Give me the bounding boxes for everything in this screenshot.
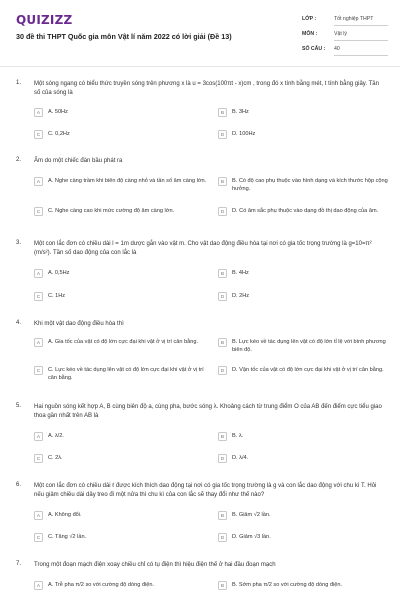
option-letter-box: B	[218, 338, 227, 347]
option-text: A. 50Hz	[48, 109, 68, 115]
option-letter-box: A	[34, 338, 43, 347]
option-text: D. Giảm √3 lần.	[232, 534, 271, 540]
option-text: A. Gia tốc của vật có độ lớn cực đại khi vật ở vị trí cân bằng.	[48, 339, 199, 345]
option-text: B. Lực kéo về tác dụng lên vật có độ lớn tỉ lệ với bình phương biên độ.	[232, 339, 386, 353]
option-letter-box: B	[218, 269, 227, 278]
option-letter-box: D	[218, 366, 227, 375]
option-letter-box: D	[218, 533, 227, 542]
option-text: C. 0,2Hz	[48, 131, 70, 137]
question-text: Trong một đoạn mạch điện xoay chiều chỉ có tụ điện thì hiệu điện thế ở hai đầu đoạn mạch	[34, 562, 276, 568]
option-letter-box: B	[218, 108, 227, 117]
option-letter-box: B	[218, 511, 227, 520]
option-text: D. 100Hz	[232, 131, 256, 137]
option-letter-box: D	[218, 130, 227, 139]
question-text: Hai nguồn sóng kết hợp A, B cùng biên độ a, cùng pha, bước sóng λ. Khoảng cách từ trung điểm O của AB đến điểm cực tiểu giao thoa gần nhất trên AB là	[34, 404, 382, 419]
option-letter-box: C	[34, 130, 43, 139]
option-letter-box: B	[218, 177, 227, 186]
option-text: A. Nghe càng trầm khi biên độ càng nhỏ và tần số âm càng lớn.	[48, 178, 207, 184]
option-text: D. Vận tốc của vật có độ lớn cực đại khi vật ở vị trí cân bằng.	[232, 367, 384, 373]
option-letter-box: A	[34, 581, 43, 590]
question-number: 5.	[16, 403, 22, 409]
option-letter-box: C	[34, 454, 43, 463]
question-number: 4.	[16, 320, 22, 326]
option-letter-box: A	[34, 432, 43, 441]
option-text: A. 0,5Hz	[48, 270, 70, 276]
meta-label-socau: SỐ CÂU :	[302, 46, 326, 52]
option-letter-box: C	[34, 366, 43, 375]
question-number: 1.	[16, 80, 22, 86]
option-text: D. Có âm sắc phụ thuộc vào dạng đồ thị dao động của âm.	[232, 208, 379, 214]
option-text: C. 2λ.	[48, 455, 63, 461]
meta-label-lop: LỚP :	[302, 16, 317, 22]
meta-value-socau: 40	[334, 45, 388, 56]
option-text: C. Nghe càng cao khi mức cường độ âm càng lớn.	[48, 208, 175, 214]
option-letter-box: D	[218, 454, 227, 463]
question-number: 7.	[16, 561, 22, 567]
option-text: B. Sớm pha π/2 so với cường độ dòng điện.	[232, 582, 343, 588]
option-letter-box: C	[34, 207, 43, 216]
option-letter-box: A	[34, 269, 43, 278]
option-letter-box: D	[218, 292, 227, 301]
option-text: C. 1Hz	[48, 293, 66, 299]
option-letter-box: C	[34, 292, 43, 301]
option-text: A. Trễ pha π/2 so với cường độ dòng điện.	[48, 582, 155, 588]
option-letter-box: A	[34, 177, 43, 186]
option-letter-box: D	[218, 207, 227, 216]
meta-value-lop: Tốt nghiệp THPT	[334, 15, 388, 26]
option-text: A. λ/2.	[48, 433, 64, 439]
header-divider	[0, 66, 400, 67]
option-text: B. 4Hz	[232, 270, 249, 276]
option-text: D. 2Hz	[232, 293, 250, 299]
meta-info	[300, 14, 390, 59]
option-letter-box: C	[34, 533, 43, 542]
question-text: Một con lắc đơn có chiều dài l = 1m dược gắn vào vật m. Cho vật dao động điều hòa tại nơi có gia tốc trọng trường là g=10=π² (m/s²). Tần số dao động của con lắc là	[34, 241, 372, 256]
option-text: C. Lực kéo về tác dụng lên vật có độ lớn cực đại khi vật ở vị trí cân bằng.	[48, 367, 204, 381]
page-title: 30 đề thi THPT Quốc gia môn Vật lí năm 2022 có lời giải (Đề 13)	[16, 32, 232, 41]
option-text: C. Tăng √2 lần.	[48, 534, 87, 540]
option-text: B. Có độ cao phụ thuộc vào hình dạng và kích thước hộp cộng hưởng.	[232, 178, 388, 192]
option-letter-box: B	[218, 432, 227, 441]
option-letter-box: B	[218, 581, 227, 590]
option-text: D. λ/4.	[232, 455, 249, 461]
option-letter-box: A	[34, 108, 43, 117]
question-text: Một con lắc đơn có chiều dài ℓ được kích thích dao động tại nơi có gia tốc trọng trường là g và con lắc dao động với chu kì T. Hỏi nếu giảm chiều dài dây treo đi một nửa thì chu kì của con lắc sẽ thay đổi như thế nào?	[34, 483, 377, 498]
option-text: A. Không đổi.	[48, 512, 82, 518]
meta-value-mon: Vật lý	[334, 30, 388, 41]
worksheet-header	[0, 0, 400, 66]
option-text: B. Giảm √2 lần.	[232, 512, 271, 518]
meta-row-lop	[300, 14, 390, 29]
quizizz-logo: QUIZIZZ	[16, 13, 73, 27]
question-text: Khi một vật dao động điều hòa thì	[34, 321, 124, 327]
option-text: B. 3Hz	[232, 109, 249, 115]
meta-row-socau	[300, 44, 390, 59]
option-letter-box: A	[34, 511, 43, 520]
question-text: Âm do một chiếc đàn bầu phát ra	[34, 158, 123, 164]
question-number: 3.	[16, 240, 22, 246]
meta-row-mon	[300, 29, 390, 44]
question-number: 6.	[16, 482, 22, 488]
question-number: 2.	[16, 157, 22, 163]
question-text: Một sóng ngang có biểu thức truyền sóng trên phương x là u = 3cos(100πt - x)cm , trong đó x tính bằng mét, t tính bằng giây. Tần số của sóng là	[34, 81, 379, 96]
meta-label-mon: MÔN :	[302, 31, 318, 37]
option-text: B. λ.	[232, 433, 244, 439]
